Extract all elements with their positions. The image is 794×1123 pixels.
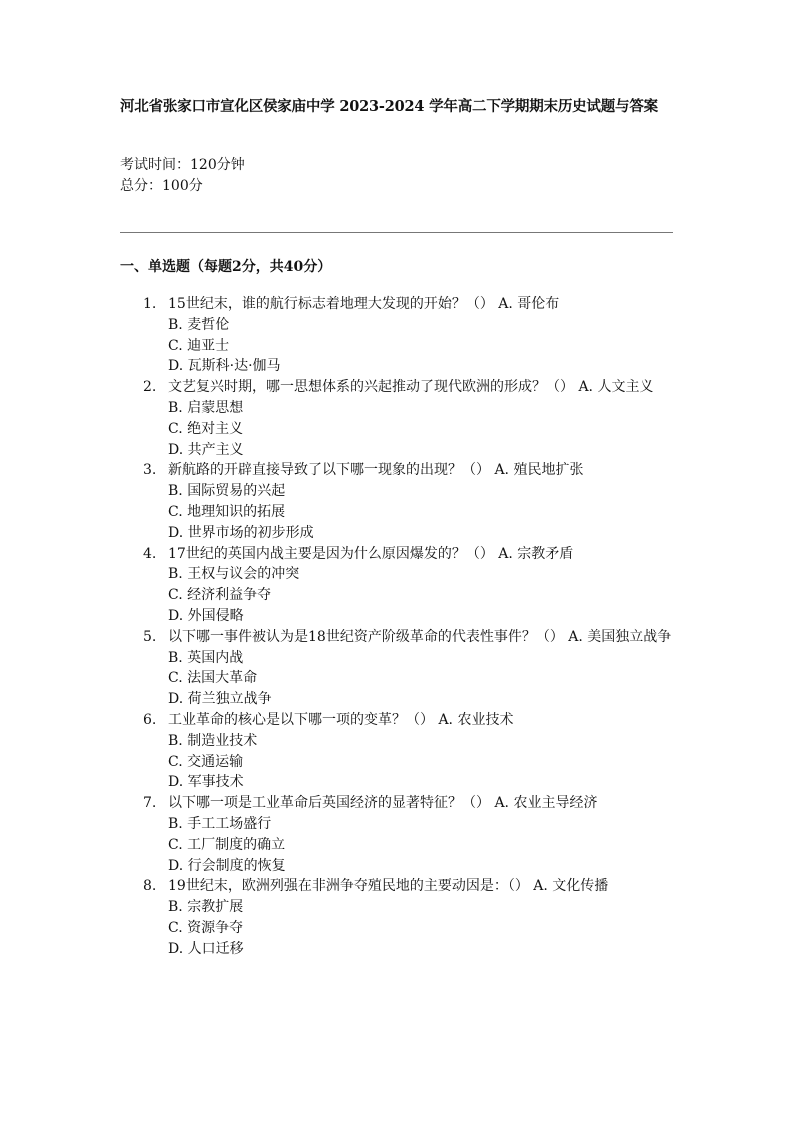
question-item [143,876,673,959]
answer-option: B. 王权与议会的冲突 [168,566,300,583]
question-stem: 以下哪一事件被认为是18世纪资产阶级革命的代表性事件？（） A. 美国独立战争 [168,628,672,645]
horizontal-divider [120,232,673,233]
answer-option: D. 共产主义 [168,441,244,458]
question-item [143,544,673,627]
question-number: 1. [143,296,157,312]
answer-option: C. 交通运输 [168,753,244,770]
question-stem: 17世纪的英国内战主要是因为什么原因爆发的？（） A. 宗教矛盾 [168,545,574,562]
answer-option: C. 资源争夺 [168,919,244,936]
answer-option: D. 军事技术 [168,774,244,791]
question-item [143,627,673,710]
question-number: 3. [143,462,157,479]
answer-option: B. 宗教扩展 [168,899,244,916]
total-score: 总分：100分 [120,178,203,194]
question-number: 4. [143,545,157,562]
question-number: 5. [143,628,157,645]
answer-option: B. 麦哲伦 [168,316,230,333]
question-stem: 工业革命的核心是以下哪一项的变革？（） A. 农业技术 [168,711,514,728]
answer-option: C. 法国大革命 [168,670,258,687]
answer-option: B. 手工工场盛行 [168,815,272,832]
answer-option: B. 制造业技术 [168,732,258,749]
answer-option: C. 迪亚士 [168,337,230,354]
answer-option: D. 瓦斯科·达·伽马 [168,358,281,375]
question-stem: 15世纪末，谁的航行标志着地理大发现的开始？（） A. 哥伦布 [168,296,560,312]
question-number: 6. [143,711,157,728]
question-number: 2. [143,379,157,396]
section-heading: 一、单选题（每题2分，共40分） [120,259,332,275]
answer-option: C. 经济利益争夺 [168,587,272,604]
question-number: 7. [143,795,157,812]
answer-option: D. 荷兰独立战争 [168,691,272,708]
exam-meta [120,155,245,197]
answer-option: D. 世界市场的初步形成 [168,524,314,541]
answer-option: C. 地理知识的拓展 [168,503,286,520]
question-stem: 新航路的开辟直接导致了以下哪一现象的出现？（） A. 殖民地扩张 [168,462,584,479]
question-item [143,460,673,543]
question-item [143,377,673,460]
question-stem: 文艺复兴时期，哪一思想体系的兴起推动了现代欧洲的形成？（） A. 人文主义 [168,379,654,396]
question-list [143,294,673,960]
question-item [143,710,673,793]
answer-option: D. 外国侵略 [168,607,244,624]
answer-option: C. 工厂制度的确立 [168,836,286,853]
answer-option: B. 国际贸易的兴起 [168,483,286,500]
question-stem: 19世纪末，欧洲列强在非洲争夺殖民地的主要动因是：（） A. 文化传播 [168,878,609,895]
question-number: 8. [143,878,157,895]
document-title: 河北省张家口市宣化区侯家庙中学 2023-2024 学年高二下学期期末历史试题与答案 [120,98,658,115]
question-item [143,793,673,876]
answer-option: C. 绝对主义 [168,420,244,437]
answer-option: B. 英国内战 [168,649,244,666]
question-item [143,294,673,377]
answer-option: D. 人口迁移 [168,940,244,957]
answer-option: B. 启蒙思想 [168,399,244,416]
question-stem: 以下哪一项是工业革命后英国经济的显著特征？（） A. 农业主导经济 [168,795,598,812]
exam-time: 考试时间：120分钟 [120,157,245,173]
answer-option: D. 行会制度的恢复 [168,857,286,874]
